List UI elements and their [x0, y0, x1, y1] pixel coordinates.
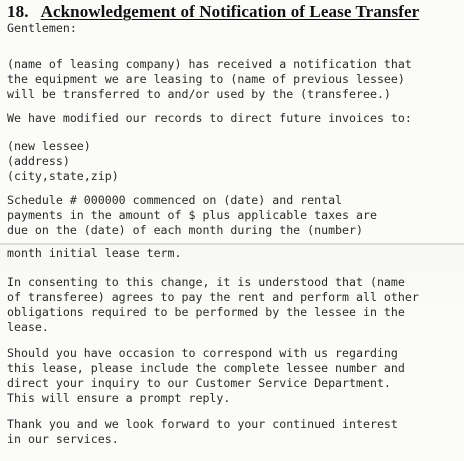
address-line: (address) [7, 154, 70, 168]
paragraph-schedule [7, 193, 377, 238]
document-heading [7, 2, 419, 22]
paragraph-line: Should you have occasion to correspond with us regarding [7, 346, 398, 360]
paragraph-line: We have modified our records to direct future invoices to: [7, 111, 412, 125]
address-line: (city,state,zip) [7, 169, 119, 183]
paragraph-line: month initial lease term. [7, 246, 182, 260]
salutation-text: Gentlemen: [7, 21, 77, 35]
address-line: (new lessee) [7, 139, 91, 153]
paragraph-line: of transferee) agrees to pay the rent and perform all other [7, 290, 419, 304]
paragraph-records [7, 111, 412, 126]
paragraph-line: this lease, please include the complete lessee number and [7, 361, 405, 375]
paragraph-line: obligations required to be performed by the lessee in the [7, 305, 405, 319]
paragraph-correspondence [7, 346, 405, 406]
paragraph-line: Thank you and we look forward to your continued interest [7, 417, 398, 431]
paragraph-line: This will ensure a prompt reply. [7, 391, 231, 405]
paragraph-consent [7, 275, 419, 335]
paragraph-notification [7, 57, 412, 102]
paragraph-line: Schedule # 000000 commenced on (date) and rental [7, 193, 343, 207]
paragraph-line: due on the (date) of each month during the (number) [7, 223, 363, 237]
paragraph-line: payments in the amount of $ plus applicable taxes are [7, 208, 377, 222]
paragraph-line: lease. [7, 320, 49, 334]
salutation [7, 21, 77, 36]
address-block [7, 139, 119, 184]
section-number: 18. [7, 2, 29, 21]
paragraph-line: will be transferred to and/or used by the (transferee.) [7, 87, 391, 101]
paragraph-line: direct your inquiry to our Customer Service Department. [7, 376, 391, 390]
paragraph-thanks [7, 417, 398, 447]
document-title: Acknowledgement of Notification of Lease Transfer [40, 2, 420, 21]
paragraph-line: (name of leasing company) has received a notification that [7, 57, 412, 71]
paragraph-line: in our services. [7, 432, 119, 446]
paragraph-line: In consenting to this change, it is understood that (name [7, 275, 405, 289]
paragraph-schedule-continued [7, 246, 182, 261]
paragraph-line: the equipment we are leasing to (name of previous lessee) [7, 72, 405, 86]
